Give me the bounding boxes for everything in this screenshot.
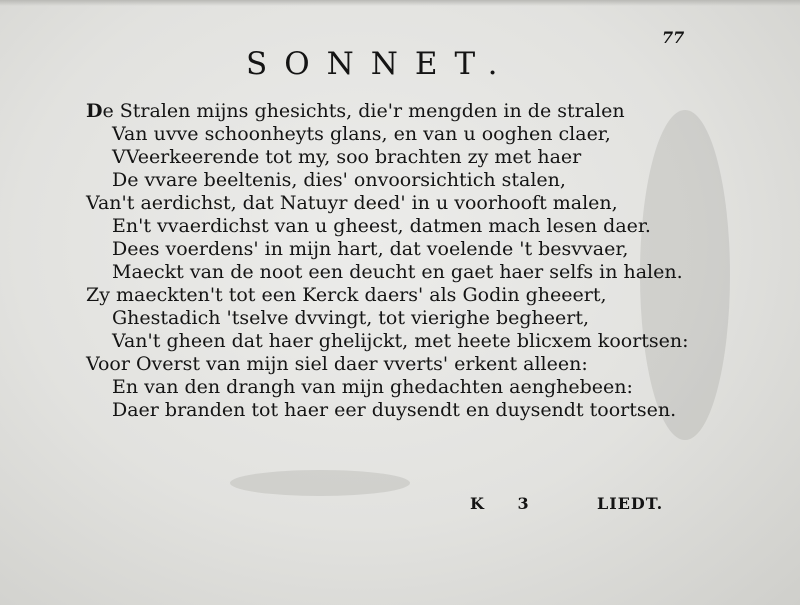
page-number: 77 xyxy=(662,28,685,47)
poem-line-14: Daer branden tot haer eer duysendt en duysendt toortsen. xyxy=(112,399,677,421)
sonnet-text xyxy=(86,100,689,422)
catchword: LIEDT. xyxy=(597,494,664,513)
page-edge-shadow xyxy=(0,0,800,6)
poem-line-4: De vvare beeltenis, dies' onvoorsichtich stalen, xyxy=(112,169,566,191)
signature-mark: K 3 xyxy=(470,494,543,513)
initial-letter: D xyxy=(86,100,103,122)
poem-line-2: Van uvve schoonheyts glans, en van u ooghen claer, xyxy=(112,123,611,145)
poem-line-9: Zy maeckten't tot een Kerck daers' als Godin gheeert, xyxy=(86,284,607,306)
poem-line-1 xyxy=(86,100,686,123)
poem-line-7: Dees voerdens' in mijn hart, dat voelende 't besvvaer, xyxy=(112,238,629,260)
poem-line-5: Van't aerdichst, dat Natuyr deed' in u voorhooft malen, xyxy=(86,192,618,214)
poem-line-11: Van't gheen dat haer ghelijckt, met heete blicxem koortsen: xyxy=(112,330,689,352)
page-footer xyxy=(0,494,800,518)
poem-line-13: En van den drangh van mijn ghedachten aenghebeen: xyxy=(112,376,633,398)
show-through-smudge xyxy=(230,470,410,496)
page-title: SONNET. xyxy=(246,46,515,82)
poem-line-6: En't vvaerdichst van u gheest, datmen mach lesen daer. xyxy=(112,215,651,237)
poem-line-12: Voor Overst van mijn siel daer vverts' erkent alleen: xyxy=(86,353,588,375)
poem-line-10: Ghestadich 'tselve dvvingt, tot vierighe begheert, xyxy=(112,307,589,329)
poem-line-8: Maeckt van de noot een deucht en gaet haer selfs in halen. xyxy=(112,261,683,283)
poem-line-text: e Stralen mijns ghesichts, die'r mengden in de stralen xyxy=(102,100,625,122)
poem-line-3: VVeerkeerende tot my, soo brachten zy met haer xyxy=(112,146,582,168)
